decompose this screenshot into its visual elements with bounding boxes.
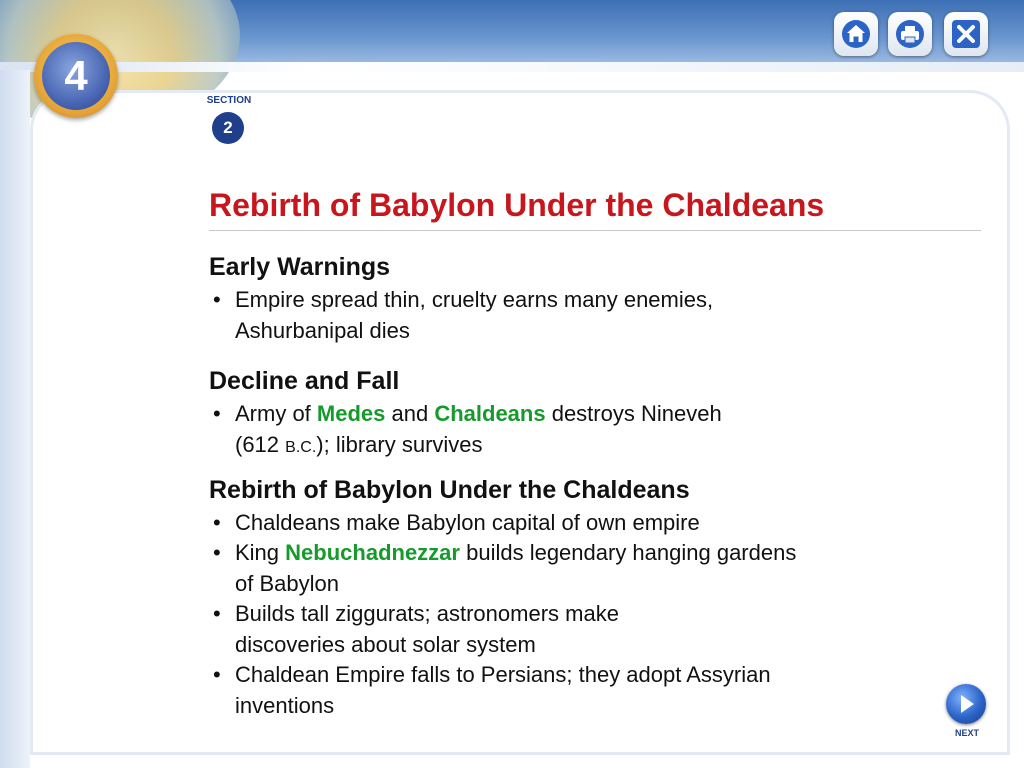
bullet-text: Chaldean Empire falls to Persians; they adopt Assyrian inventions	[235, 662, 771, 718]
heading-decline-and-fall: Decline and Fall	[209, 367, 400, 395]
home-button[interactable]	[834, 12, 878, 56]
left-margin	[0, 70, 30, 768]
term-chaldeans: Chaldeans	[434, 401, 546, 426]
print-icon	[895, 19, 925, 49]
close-button[interactable]	[944, 12, 988, 56]
section-number: 2	[212, 112, 244, 144]
bullet-text: King Nebuchadnezzar builds legendary hanging gardens of Babylon	[235, 540, 797, 596]
chapter-number: 4	[42, 42, 110, 110]
banner-stripe	[0, 62, 1024, 72]
term-nebuchadnezzar: Nebuchadnezzar	[285, 540, 460, 565]
next-label[interactable]: NEXT	[954, 728, 979, 738]
bullet-marker: •	[213, 287, 221, 312]
bullet-rebirth-3	[213, 598, 713, 660]
chapter-badge	[34, 34, 118, 118]
bullet-text: Army of Medes and Chaldeans destroys Nineveh (612 B.C.); library survives	[235, 401, 722, 457]
bullet-marker: •	[213, 401, 221, 426]
heading-early-warnings: Early Warnings	[209, 253, 391, 281]
bullet-marker: •	[213, 540, 221, 565]
bullet-marker: •	[213, 662, 221, 687]
close-icon	[951, 19, 981, 49]
page-title: Rebirth of Babylon Under the Chaldeans	[209, 187, 825, 223]
bullet-marker: •	[213, 601, 221, 626]
print-button[interactable]	[888, 12, 932, 56]
bullet-rebirth-4	[213, 659, 793, 721]
section-label: SECTION	[206, 95, 252, 106]
bullet-text: Chaldeans make Babylon capital of own empire	[235, 510, 700, 535]
bullet-text: Builds tall ziggurats; astronomers make discoveries about solar system	[235, 601, 619, 657]
term-medes: Medes	[316, 401, 386, 426]
heading-rebirth: Rebirth of Babylon Under the Chaldeans	[209, 476, 690, 504]
bullet-rebirth-1	[213, 507, 833, 538]
bullet-early-warnings	[213, 284, 813, 346]
bullet-rebirth-2	[213, 537, 813, 599]
bullet-text: Empire spread thin, cruelty earns many enemies, Ashurbanipal dies	[235, 287, 714, 343]
next-button[interactable]	[946, 684, 986, 724]
title-divider	[209, 230, 981, 231]
home-icon	[841, 19, 871, 49]
bullet-decline-and-fall	[213, 398, 733, 463]
bullet-marker: •	[213, 510, 221, 535]
